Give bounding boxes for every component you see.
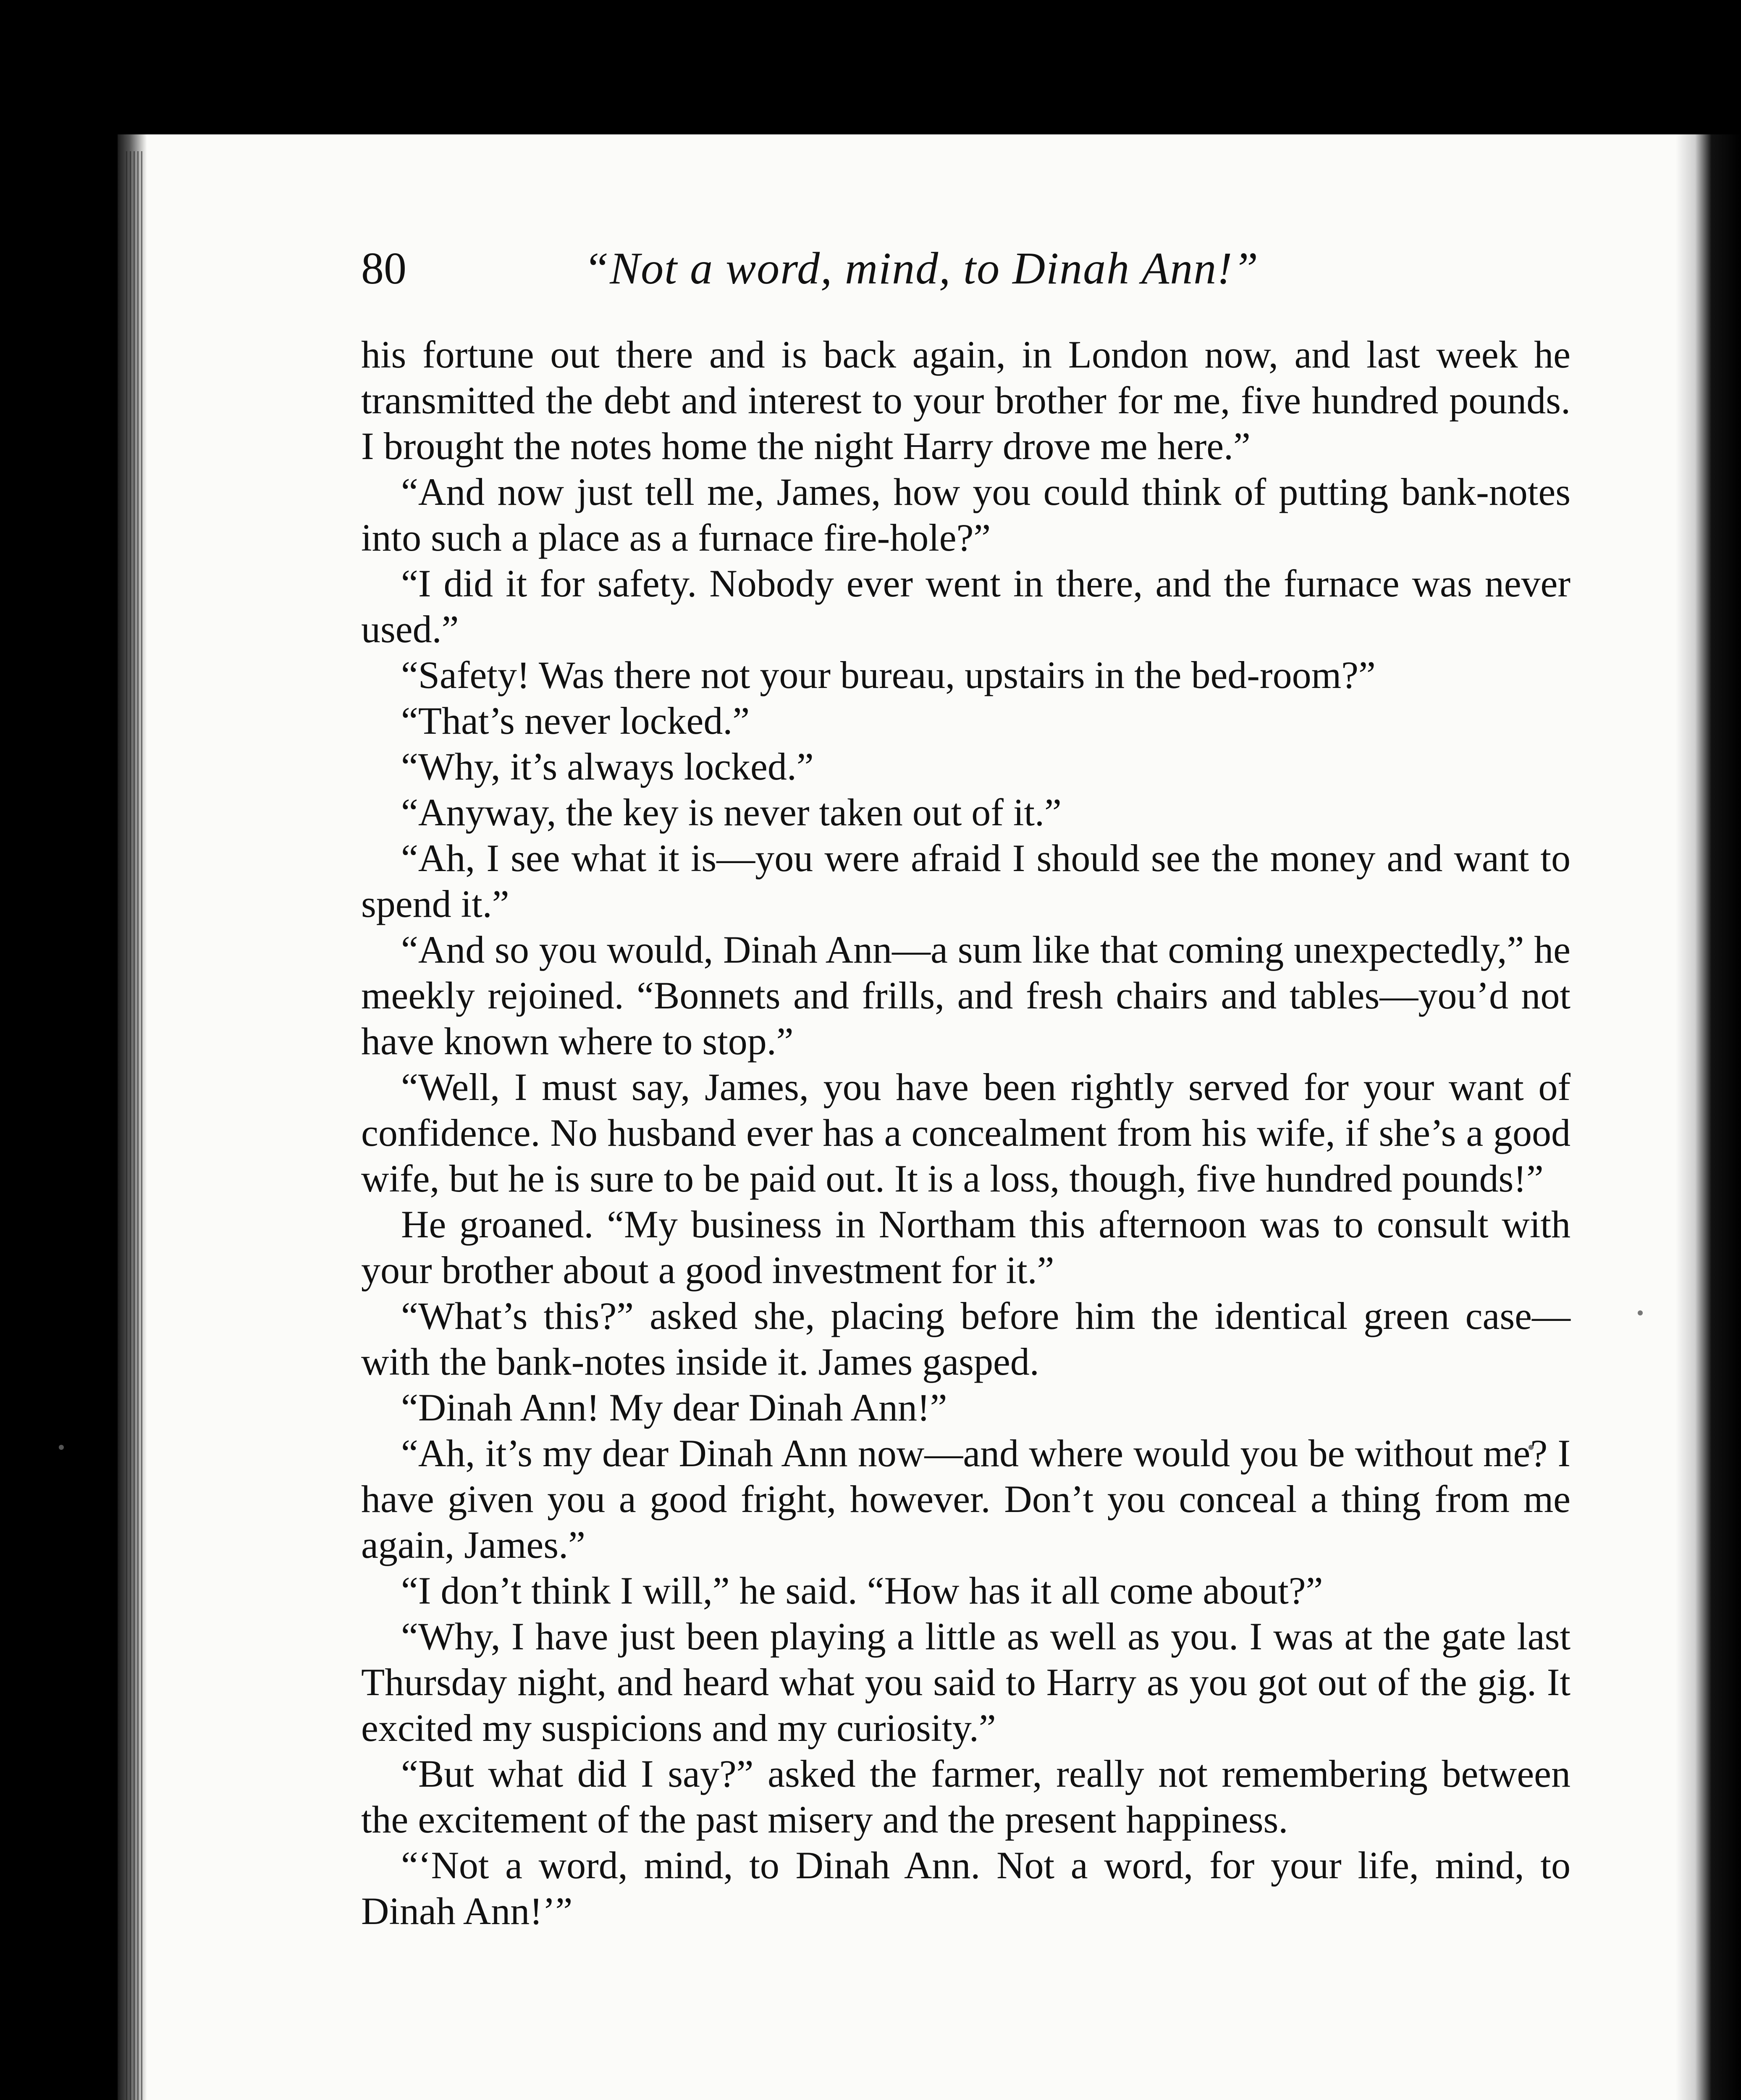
paragraph: “‘Not a word, mind, to Dinah Ann. Not a word, for your life, mind, to Dinah Ann!’” (361, 1844, 1571, 1932)
paragraph: “Why, I have just been playing a little as well as you. I was at the gate last Thursday night, and heard what you said to Harry as you got out of the gig. It excited my suspicions and my curiosity.” (361, 1615, 1571, 1749)
paragraph: “Why, it’s always locked.” (401, 745, 814, 788)
paragraph: “Ah, I see what it is—you were afraid I should see the money and want to spend it.” (361, 837, 1571, 925)
paper-speck (59, 1445, 64, 1450)
page-number: 80 (361, 244, 406, 294)
paragraph: “Dinah Ann! My dear Dinah Ann!” (401, 1386, 947, 1429)
paragraph: “I did it for safety. Nobody ever went in there, and the furnace was never used.” (361, 562, 1571, 651)
paragraph: “And now just tell me, James, how you could think of putting bank-notes into such a place as a furnace fire-hole?” (361, 470, 1571, 559)
paragraph: “Well, I must say, James, you have been rightly served for your want of confidence. No husband ever has a concealment from his wife, if she’s a good wife, but he is sure to be paid out. It is a loss, though, five hundred pounds!” (361, 1066, 1571, 1200)
running-head (361, 235, 1579, 302)
page-edge (1675, 134, 1741, 2100)
paper-speck (1638, 1310, 1643, 1315)
paragraph: “I don’t think I will,” he said. “How has it all come about?” (401, 1569, 1323, 1612)
paragraph: He groaned. “My business in Northam this afternoon was to consult with your brother about a good investment for it.” (361, 1203, 1571, 1292)
body-text (361, 332, 1571, 1934)
running-title: “Not a word, mind, to Dinah Ann!” (584, 244, 1259, 294)
binding-gutter (126, 151, 143, 2100)
paragraph: “Ah, it’s my dear Dinah Ann now—and where would you be without me? I have given you a good fright, however. Don’t you conceal a thing from me again, James.” (361, 1432, 1571, 1566)
paragraph: “And so you would, Dinah Ann—a sum like that coming unexpectedly,” he meekly rejoined. “Bonnets and frills, and fresh chairs and tables—you’d not have known where to stop.” (361, 928, 1571, 1063)
paragraph: “Anyway, the key is never taken out of it.” (401, 791, 1062, 834)
paragraph: “Safety! Was there not your bureau, upstairs in the bed-room?” (401, 654, 1376, 696)
paragraph: his fortune out there and is back again, in London now, and last week he transmitted the debt and interest to your brother for me, five hundred pounds. I brought the notes home the night Harry drove me here.” (361, 333, 1571, 467)
paragraph: “That’s never locked.” (401, 699, 750, 742)
paragraph: “What’s this?” asked she, placing before him the identical green case—with the bank-notes inside it. James gasped. (361, 1294, 1571, 1383)
paragraph: “But what did I say?” asked the farmer, really not remembering between the excitement of the past misery and the present happiness. (361, 1752, 1571, 1841)
